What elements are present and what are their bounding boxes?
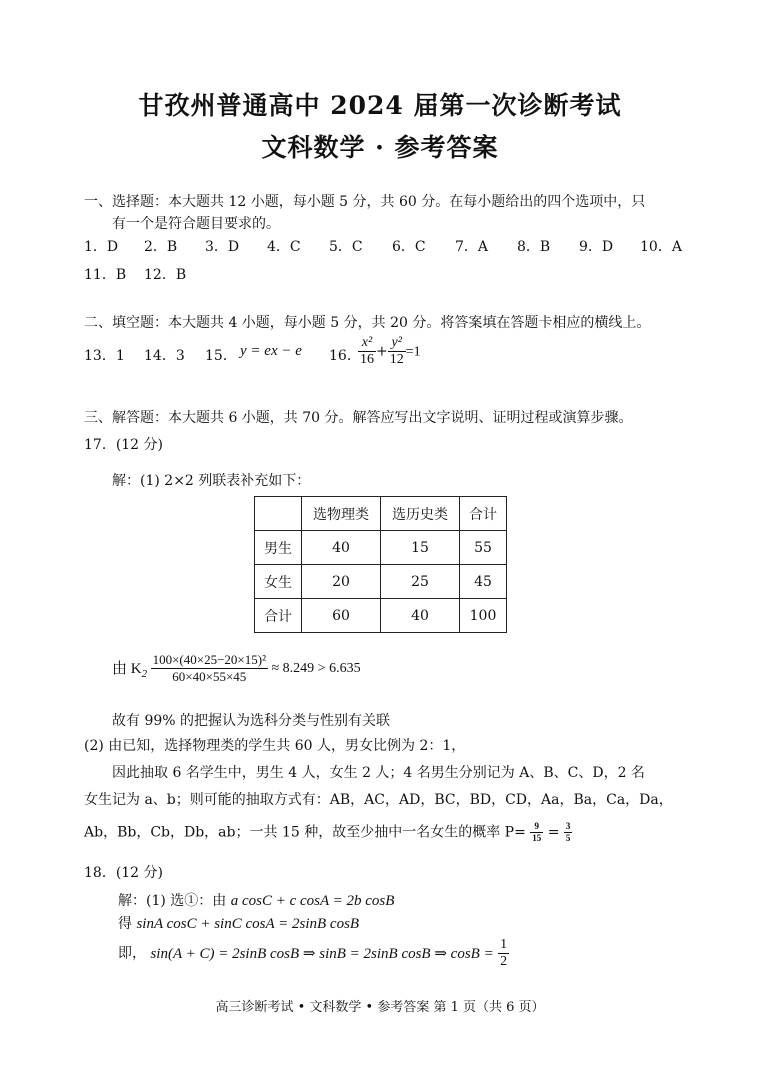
fraction-denominator: 15: [532, 833, 542, 843]
fraction-denominator: 60×40×55×45: [172, 669, 247, 684]
k2-formula: [112, 652, 361, 685]
answer-6: 6．C: [392, 239, 426, 255]
table-row: [255, 599, 507, 633]
section3-heading: 三、解答题：本大题共 6 小题，共 70 分。解答应写出文字说明、证明过程或演算步骤。: [84, 410, 633, 426]
q18-line-1: [118, 890, 394, 910]
question-17-label: 17．(12 分): [84, 437, 164, 453]
table-cell: 60: [302, 599, 381, 633]
answer-12: 12．B: [144, 267, 187, 283]
part2-line-2: 因此抽取 6 名学生中，男生 4 人，女生 2 人；4 名男生分别记为 A、B、C、D，2 名: [112, 765, 645, 781]
table-header-cell: 选物理类: [302, 497, 381, 531]
section2-heading: 二、填空题：本大题共 4 小题，每小题 5 分，共 20 分。将答案填在答题卡相应的横线上。: [84, 315, 651, 331]
table-header-cell: [255, 497, 302, 531]
answer-3: 3．D: [205, 239, 240, 255]
fraction-numerator: 1: [500, 937, 508, 952]
q18-line-3-expr: sin(A + C) = 2sinB cosB ⇒ sinB = 2sinB cosB ⇒ cosB =: [150, 946, 494, 962]
section1-heading: 一、选择题：本大题共 12 小题，每小题 5 分，共 60 分。在每小题给出的四个选项中，只: [84, 194, 646, 210]
answer-1: 1．D: [84, 239, 119, 255]
fraction-numerator: 100×(40×25−20×15)²: [152, 652, 266, 667]
q18-fraction: [498, 937, 509, 970]
table-header-row: [255, 497, 507, 531]
table-cell: 合计: [255, 599, 302, 633]
q18-line-3-prefix: 即，: [118, 945, 146, 962]
table-cell: 55: [460, 531, 507, 565]
fraction-numerator: y²: [388, 335, 406, 352]
k2-result: ≈ 8.249 > 6.635: [271, 660, 361, 676]
fraction-denominator: 12: [389, 352, 404, 367]
part2-line-4: [84, 821, 572, 844]
answer-5: 5．C: [329, 239, 363, 255]
page-footer: 高三诊断考试 • 文科数学 • 参考答案 第 1 页（共 6 页）: [215, 1000, 545, 1015]
table-cell: 20: [302, 565, 381, 599]
answer-15-label: 15．: [205, 348, 237, 364]
answer-15-expression: y = ex − e: [240, 343, 302, 359]
question-18-label: 18．(12 分): [84, 865, 164, 881]
answer-16-expression: [358, 335, 421, 368]
table-cell: 100: [460, 599, 507, 633]
answer-7: 7．A: [455, 239, 489, 255]
answer-2: 2．B: [144, 239, 178, 255]
answer-16-label: 16．: [329, 348, 361, 364]
k2-prefix: 由 K: [112, 661, 142, 677]
q18-line-1-prefix: 解：(1) 选①：由: [118, 893, 227, 909]
part2-line-3: 女生记为 a、b；则可能的抽取方式有：AB，AC，AD，BC，BD，CD，Aa，Ba，Ca，Da，: [84, 792, 673, 808]
answer-10: 10．A: [640, 239, 682, 255]
q18-line-1-expr: a cosC + c cosA = 2b cosB: [230, 893, 395, 909]
fraction-denominator: 5: [565, 833, 571, 843]
contingency-table: [254, 496, 507, 633]
plus-sign: +: [376, 343, 388, 360]
q18-line-3: [118, 937, 509, 970]
table-row: [255, 565, 507, 599]
fraction-denominator: 16: [360, 352, 374, 367]
conclusion-1: 故有 99% 的把握认为选科分类与性别有关联: [112, 713, 391, 729]
answer-9: 9．D: [579, 239, 614, 255]
table-cell: 女生: [255, 565, 302, 599]
section1-heading-cont: 有一个是符合题目要求的。: [112, 216, 280, 232]
table-header-cell: 合计: [460, 497, 507, 531]
table-cell: 25: [381, 565, 460, 599]
q18-line-2-expr: sinA cosC + sinC cosA = 2sinB cosB: [136, 916, 360, 932]
probability-fraction-1: [530, 821, 543, 844]
question-17-intro: 解：(1) 2×2 列联表补充如下：: [112, 473, 311, 489]
table-cell: 40: [302, 531, 381, 565]
answer-8: 8．B: [517, 239, 551, 255]
probability-fraction-2: [564, 821, 573, 844]
table-cell: 40: [381, 599, 460, 633]
fraction-numerator: 9: [530, 821, 543, 833]
q18-line-2-prefix: 得: [118, 916, 132, 932]
page-subtitle: 文科数学 · 参考答案: [261, 133, 499, 162]
table-cell: 15: [381, 531, 460, 565]
page-title: 甘孜州普通高中 2024 届第一次诊断考试: [138, 91, 622, 120]
table-cell: 男生: [255, 531, 302, 565]
answer-4: 4．C: [267, 239, 301, 255]
table-row: [255, 531, 507, 565]
part2-line-4-text: Ab，Bb，Cb，Db，ab；一共 15 种，故至少抽中一名女生的概率 P=: [84, 824, 526, 841]
equals-sign: =: [547, 824, 560, 841]
table-cell: 45: [460, 565, 507, 599]
q18-line-2: [118, 913, 359, 933]
k2-subscript: 2: [141, 668, 148, 680]
equals-one: =1: [405, 344, 421, 360]
answer-11: 11．B: [84, 267, 127, 283]
table-header-cell: 选历史类: [381, 497, 460, 531]
answer-14: 14．3: [144, 348, 185, 364]
fraction-denominator: 2: [500, 954, 508, 969]
fraction-numerator: x²: [358, 335, 376, 352]
fraction-numerator: 3: [565, 821, 571, 831]
part2-line-1: (2) 由已知，选择物理类的学生共 60 人，男女比例为 2：1，: [84, 738, 466, 754]
answer-13: 13．1: [84, 348, 125, 364]
